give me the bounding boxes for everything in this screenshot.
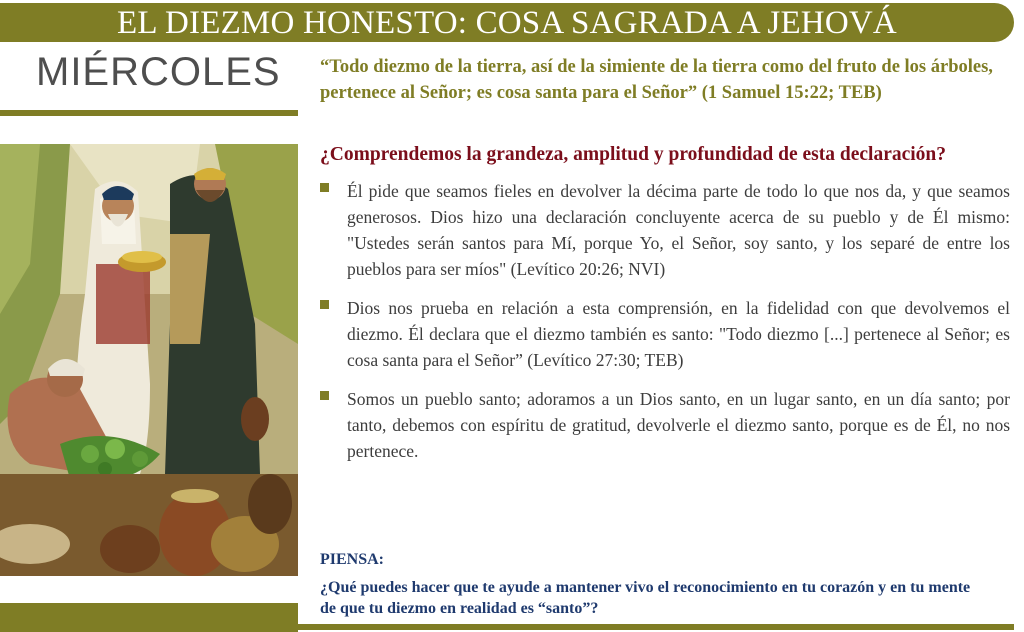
piensa-label: PIENSA:: [320, 551, 385, 568]
bullet-item: [320, 178, 1010, 282]
bullet-text: Él pide que seamos fieles en devolver la décima parte de todo lo que nos da, y que seamos generosos. Dios hizo una declaración concluyente acerca de su pueblo y de Él mismo: "Ustedes serán santos para Mí, porque Yo, el Señor, soy santo, y los separé de entre los pueblos para ser míos" (Levítico 20:26; NVI): [347, 181, 1010, 279]
day-label: MIÉRCOLES: [36, 50, 281, 94]
bullet-item: [320, 295, 1010, 373]
square-bullet-icon: [320, 183, 329, 192]
piensa-line: ¿Qué puedes hacer que te ayude a mantener vivo el reconocimiento en tu corazón y en tu mente: [320, 579, 971, 596]
footer-block: [0, 603, 298, 632]
piensa-line: de que tu diezmo en realidad es “santo”?: [320, 600, 599, 617]
page-title: EL DIEZMO HONESTO: COSA SAGRADA A JEHOVÁ: [117, 5, 897, 41]
bullet-item: [320, 386, 1010, 464]
tithe-painting: [0, 144, 298, 576]
study-question: ¿Comprendemos la grandeza, amplitud y profundidad de esta declaración?: [320, 144, 947, 165]
bullet-text: Dios nos prueba en relación a esta comprensión, en la fidelidad con que devolvemos el diezmo. Él declara que el diezmo también es santo: "Todo diezmo [...] pertenece al Señor; es cosa santa para el Señor” (Levítico 27:30; TEB): [347, 298, 1010, 370]
bullet-list: [320, 178, 1010, 477]
square-bullet-icon: [320, 391, 329, 400]
square-bullet-icon: [320, 300, 329, 309]
day-divider: [0, 110, 298, 116]
piensa-question: [320, 577, 1010, 619]
verse-text: “Todo diezmo de la tierra, así de la simiente de la tierra como del fruto de los árboles, pertenece al Señor; es cosa santa para el Señor” (1 Samuel 15:22; TEB): [320, 57, 993, 103]
footer-rule: [298, 624, 1014, 630]
bullet-text: Somos un pueblo santo; adoramos a un Dios santo, en un lugar santo, en un día santo; por tanto, debemos con espíritu de gratitud, devolverle el diezmo santo, porque es de Él, no nos pertenece.: [347, 389, 1010, 461]
